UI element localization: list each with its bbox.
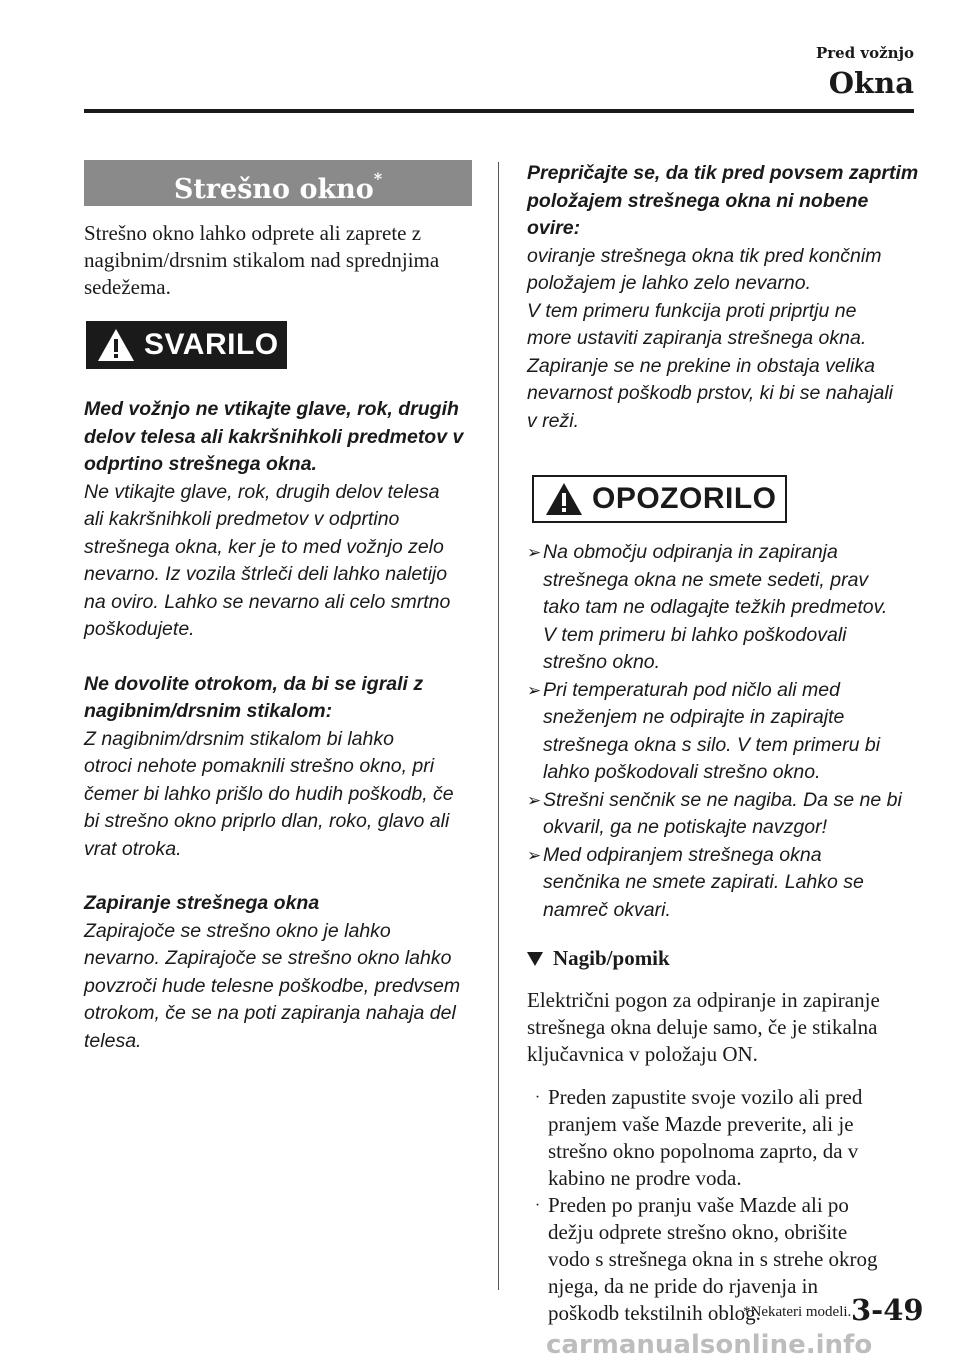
page-number: 3-49	[851, 1293, 924, 1327]
warning-text: more ustaviti zapiranja strešnega okna.	[527, 327, 867, 349]
warning-label: SVARILO	[144, 328, 279, 361]
warning-text: Z nagibnim/drsnim stikalom bi lahko	[84, 727, 394, 750]
warning-text: čemer bi lahko prišlo do hudih poškodb, če	[84, 782, 454, 805]
header-section: Pred vožnjo	[815, 44, 914, 62]
warning-heading: Med vožnjo ne vtikajte glave, rok, drugih	[84, 398, 459, 420]
caution-item: ➢ Strešni senčnik se ne nagiba. Da se ne bi okvaril, ga ne potiskajte navzgor!	[527, 787, 919, 842]
arrow-icon: ➢	[527, 680, 542, 700]
warning-text: vrat otroka.	[84, 837, 182, 860]
subheading-text: Nagib/pomik	[553, 946, 670, 970]
list-item: · Preden po pranju vaše Mazde ali po dežju odprete strešno okno, obrišite vodo s strešnega okna in s strehe okrog njega, da ne pride do rjavenja in poškodb tekstilnih oblog.	[527, 1192, 919, 1327]
intro-paragraph	[84, 220, 472, 301]
warning-text: otrokom, če se na poti zapiranja nahaja del	[84, 1002, 456, 1024]
warning-text: telesa.	[84, 1029, 142, 1052]
list-item: · Preden zapustite svoje vozilo ali pred pranjem vaše Mazde preverite, ali je strešno okno popolnoma zaprto, da v kabino ne prodre voda.	[527, 1084, 919, 1192]
intro-line: nagibnim/drsnim stikalom nad sprednjima	[84, 248, 440, 272]
bullet-dot-icon: ·	[534, 1197, 541, 1214]
warning-text: otroci nehote pomaknili strešno okno, pri	[84, 755, 435, 777]
warning-text: V tem primeru funkcija proti priprtju ne	[527, 299, 857, 322]
caution-list	[527, 539, 919, 924]
warning-text: nevarno. Iz vozila štrleči deli lahko naletijo	[84, 563, 448, 585]
section-title-bar	[84, 160, 472, 206]
caution-item: ➢ Pri temperaturah pod ničlo ali med sneženjem ne odpirajte in zapirajte strešnega okna s silo. V tem primeru bi lahko poškodovali strešno okno.	[527, 677, 919, 787]
warning-heading: delov telesa ali kakršnihkoli predmetov v	[84, 425, 464, 448]
warning-text: ali kakršnihkoli predmetov v odprtino	[84, 508, 400, 530]
warning-text: bi strešno okno priprlo dlan, roko, glavo ali	[84, 810, 450, 832]
warning-text: povzroči hude telesne poškodbe, predvsem	[84, 974, 461, 997]
caution-item: ➢ Med odpiranjem strešnega okna senčnika ne smete zapirati. Lahko se namreč okvari.	[527, 842, 919, 925]
caution-triangle-icon	[544, 480, 584, 518]
warning-text: poškodujete.	[84, 618, 195, 640]
warning-heading: položajem strešnega okna ni nobene ovire:	[527, 189, 869, 239]
caution-item: ➢ Na območju odpiranja in zapiranja strešnega okna ne smete sedeti, prav tako tam ne odlagajte težkih predmetov. V tem primeru bi lahko poškodovali strešno okno.	[527, 539, 919, 677]
body-line: Električni pogon za odpiranje in zapiranje	[527, 988, 880, 1012]
warning-block-3	[84, 890, 472, 1055]
body-line: strešnega okna deluje samo, če je stikalna	[527, 1015, 878, 1039]
header-rule	[84, 109, 914, 113]
warning-heading: odprtino strešnega okna.	[84, 453, 317, 475]
warning-text: v reži.	[527, 409, 580, 432]
column-divider	[498, 162, 499, 1290]
page-title: Okna	[828, 66, 914, 100]
section-title: Strešno okno	[173, 174, 374, 205]
bullet-list	[527, 1084, 919, 1327]
footnote: *Nekateri modeli.	[743, 1304, 852, 1320]
body-line: ključavnica v položaju ON.	[527, 1042, 758, 1066]
warning-text: Zapirajoče se strešno okno je lahko	[84, 919, 391, 942]
warning-text: nevarno. Zapirajoče se strešno okno lahko	[84, 947, 452, 969]
intro-line: sedežema.	[84, 275, 171, 299]
warning-text: nevarnost poškodb prstov, ki bi se nahajali	[527, 382, 894, 404]
warning-heading: Prepričajte se, da tik pred povsem zaprtim	[527, 162, 919, 184]
intro-line: Strešno okno lahko odprete ali zaprete z	[84, 221, 422, 245]
watermark: carmanualsonline.info	[546, 1330, 873, 1360]
warning-text: oviranje strešnega okna tik pred končnim	[527, 244, 882, 267]
bullet-dot-icon: ·	[534, 1089, 541, 1106]
arrow-icon: ➢	[527, 543, 542, 562]
warning-text: Ne vtikajte glave, rok, drugih delov telesa	[84, 480, 440, 503]
arrow-icon: ➢	[527, 790, 542, 810]
warning-text: na oviro. Lahko se nevarno ali celo smrtno	[84, 590, 451, 613]
warning-heading: nagibnim/drsnim stikalom:	[84, 700, 333, 722]
caution-badge	[532, 475, 919, 523]
warning-text: strešnega okna, ker je to med vožnjo zelo	[84, 535, 444, 558]
warning-block-1	[84, 396, 472, 644]
warning-heading: Zapiranje strešnega okna	[84, 892, 320, 914]
triangle-down-icon	[527, 952, 543, 966]
warning-block-2	[84, 671, 472, 864]
warning-text: položajem je lahko zelo nevarno.	[527, 272, 812, 294]
left-column	[84, 160, 472, 1055]
subheading	[527, 946, 919, 971]
right-column	[527, 160, 919, 1327]
section-title-mark: *	[373, 169, 383, 188]
arrow-icon: ➢	[527, 845, 542, 865]
caution-label: OPOZORILO	[592, 482, 777, 515]
body-paragraph	[527, 987, 919, 1068]
warning-triangle-icon	[96, 326, 136, 364]
warning-text: Zapiranje se ne prekine in obstaja velika	[527, 354, 875, 377]
warning-heading: Ne dovolite otrokom, da bi se igrali z	[84, 672, 424, 695]
warning-block-4	[527, 160, 919, 435]
warning-badge	[86, 321, 472, 369]
